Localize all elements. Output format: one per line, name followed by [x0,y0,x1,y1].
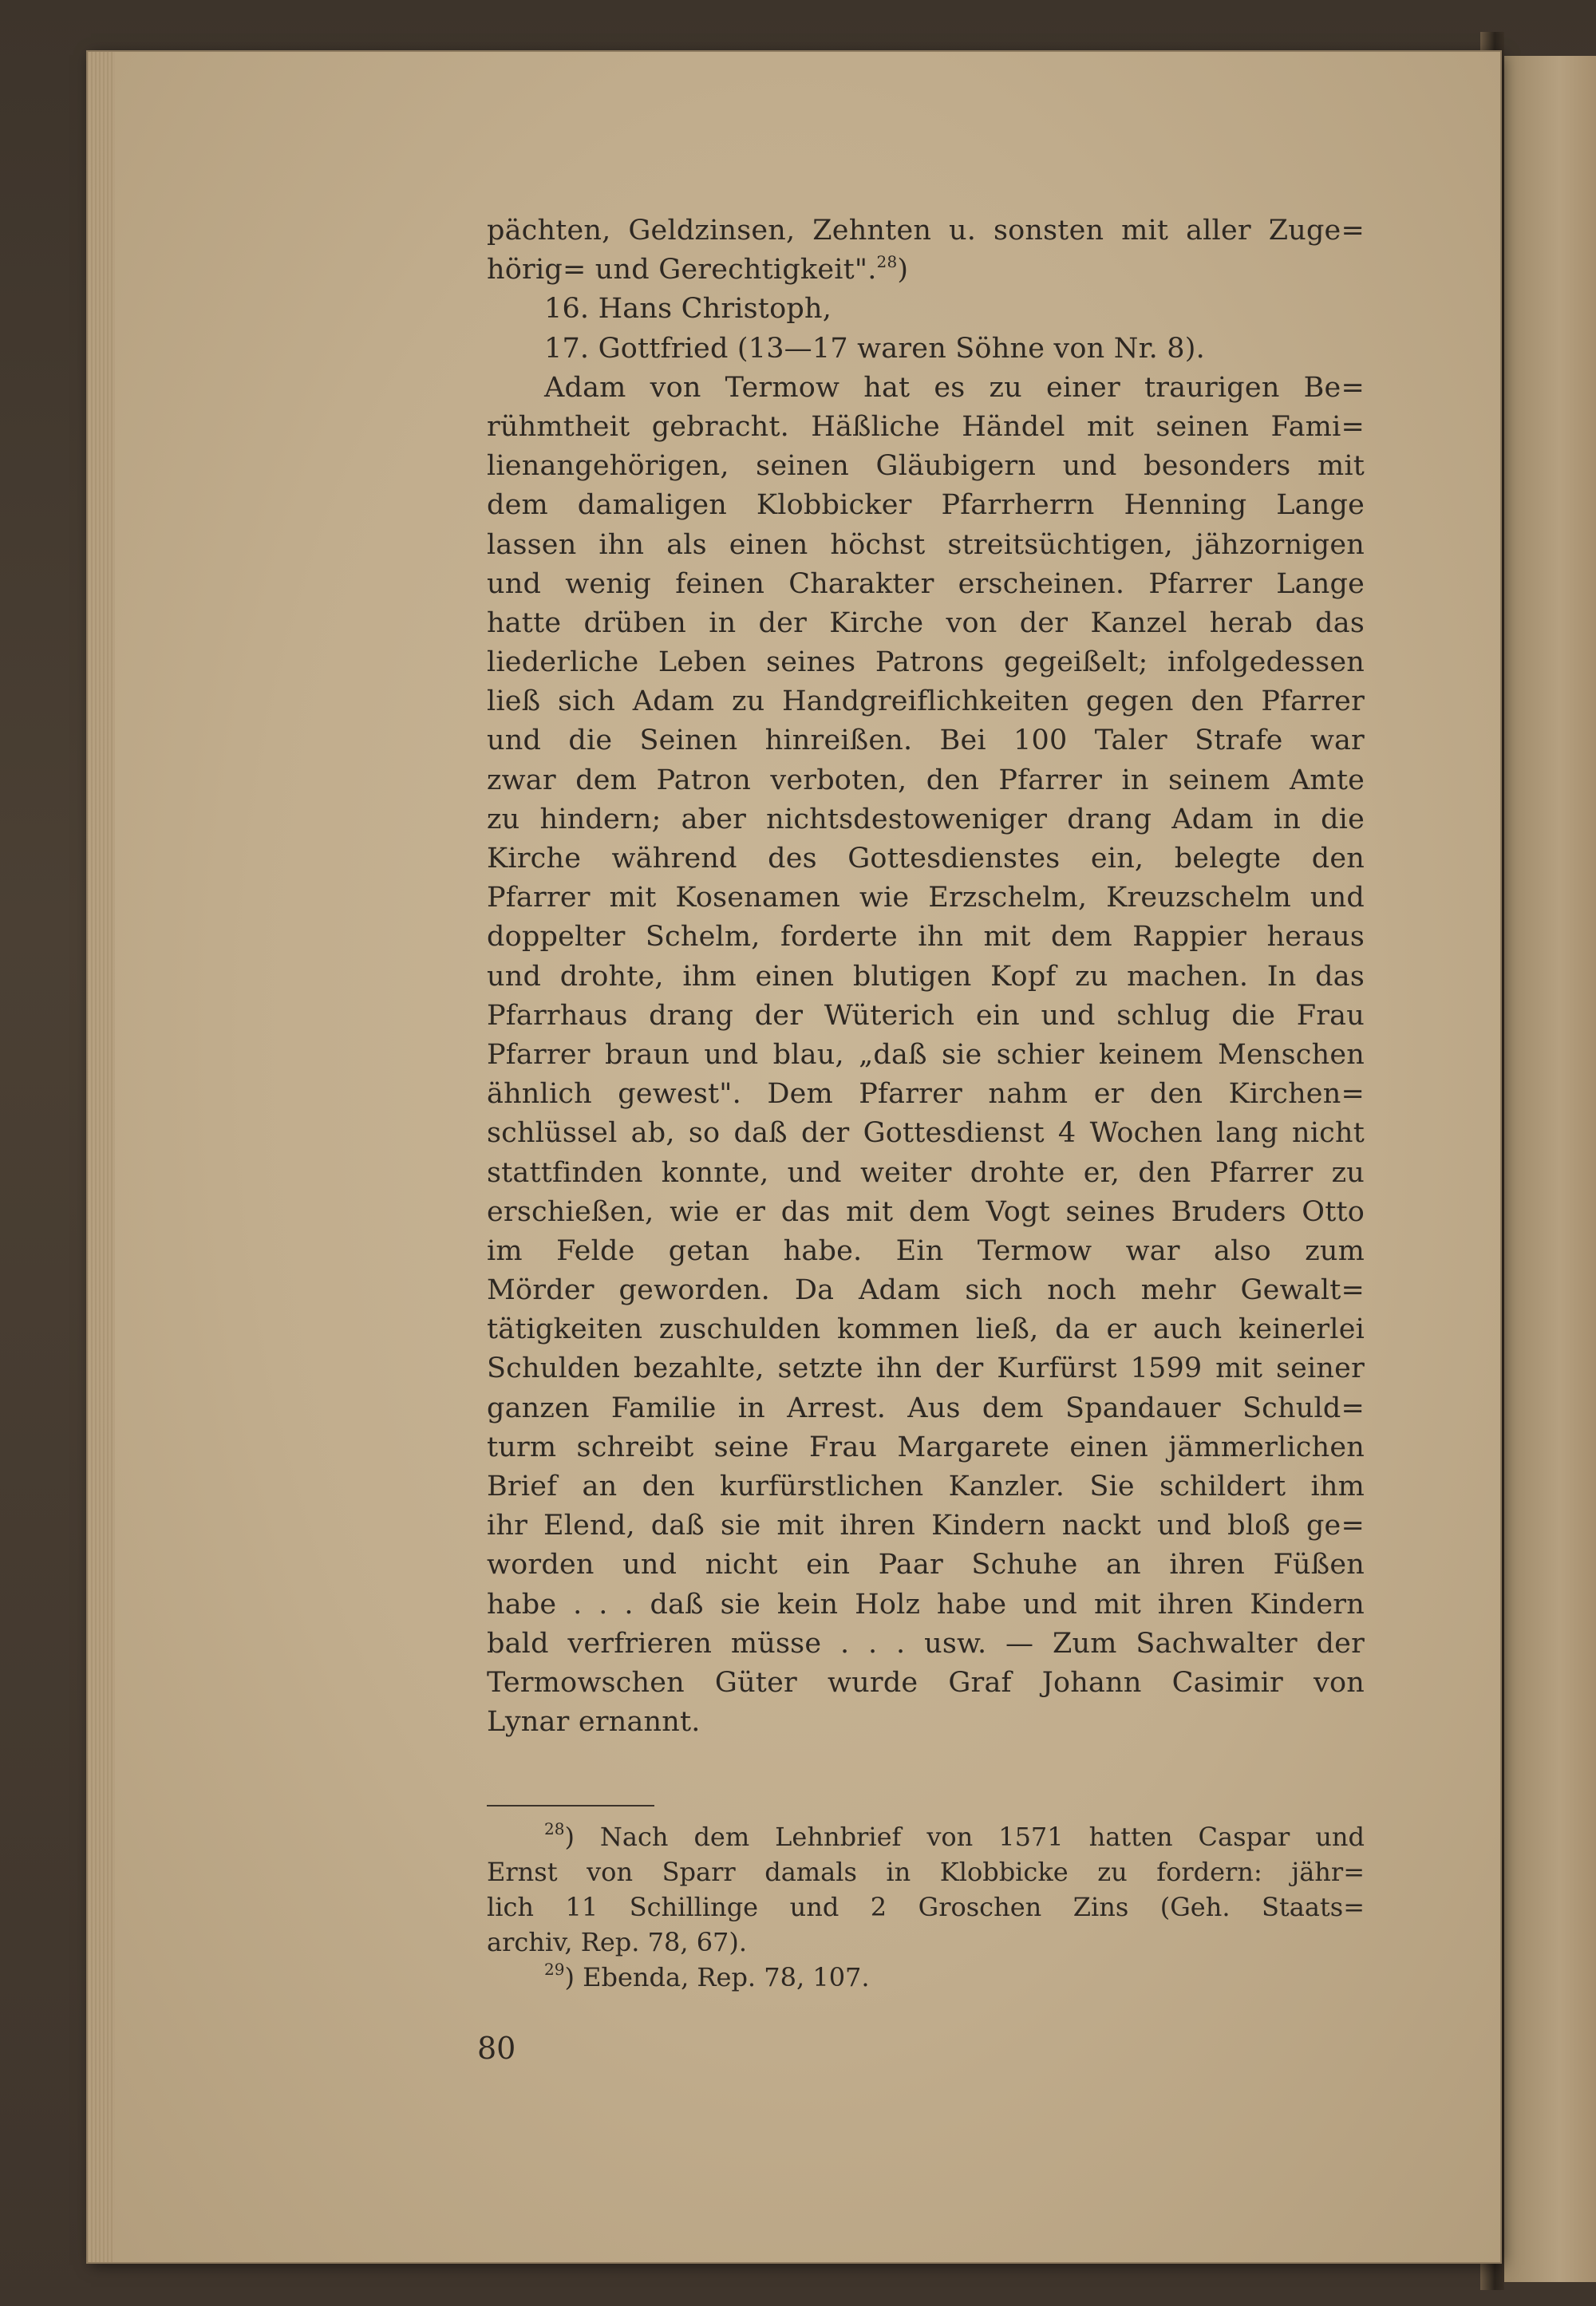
footnote-marker: 28 [544,1819,565,1838]
text-line: Mörder geworden. Da Adam sich noch mehr Gewalt= [487,1274,1365,1307]
text-line: turm schreibt seine Frau Margarete einen jämmerlichen [487,1431,1365,1463]
text-line: und drohte, ihm einen blutigen Kopf zu machen. In das [487,960,1365,993]
page-stack-edge [88,52,115,2262]
footnote-text: ) Nach dem Lehnbrief von 1571 hatten Caspar und [564,1822,1365,1852]
text-line: stattfinden konnte, und weiter drohte er, den Pfarrer zu [487,1156,1365,1189]
text-line: Lynar ernannt. [487,1706,701,1739]
text-line: doppelter Schelm, forderte ihn mit dem Rappier heraus [487,921,1365,954]
text-line: zwar dem Patron verboten, den Pfarrer in seinem Amte [487,764,1365,796]
text-line: bald verfrieren müsse . . . usw. — Zum Sachwalter der [487,1627,1365,1660]
text-line: Pfarrer mit Kosenamen wie Erzschelm, Kreuzschelm und [487,882,1365,914]
text-line: ihr Elend, daß sie mit ihren Kindern nackt und bloß ge= [487,1510,1365,1542]
paragraph-start-line: Adam von Termow hat es zu einer traurigen Be= [544,371,1365,404]
text-line: Kirche während des Gottesdienstes ein, belegte den [487,843,1365,875]
text-line-with-footnote: hörig= und Gerechtigkeit".$^{28}$) [487,252,909,286]
text-line: ließ sich Adam zu Handgreiflichkeiten gegen den Pfarrer [487,685,1365,718]
list-item: 16. Hans Christoph, [544,293,832,326]
footnote-divider [487,1805,654,1806]
text-line: zu hindern; aber nichtsdestoweniger drang Adam in die [487,803,1365,835]
text-line: dem damaligen Klobbicker Pfarrherrn Henning Lange [487,489,1365,522]
footnote-text: ) Ebenda, Rep. 78, 107. [564,1962,870,1992]
footnote-28-line: lich 11 Schillinge und 2 Groschen Zins (Geh. Staats= [487,1892,1365,1922]
page-number: 80 [477,2031,516,2066]
footnote-28-line: Ernst von Sparr damals in Klobbicke zu fordern: jähr= [487,1857,1365,1887]
footnote-marker: 29 [544,1960,565,1979]
text-line: Pfarrhaus drang der Wüterich ein und schlug die Frau [487,999,1365,1032]
text-line: schlüssel ab, so daß der Gottesdienst 4 Wochen lang nicht [487,1117,1365,1150]
text-line: und die Seinen hinreißen. Bei 100 Taler Strafe war [487,725,1365,757]
text-line: Pfarrer braun und blau, „daß sie schier keinem Menschen [487,1038,1365,1071]
text-line: erschießen, wie er das mit dem Vogt seines Bruders Otto [487,1195,1365,1228]
text-line: lienangehörigen, seinen Gläubigern und besonders mit [487,450,1365,483]
text-line: Schulden bezahlte, setzte ihn der Kurfürst 1599 mit seiner [487,1352,1365,1385]
footnote-marker: 28 [876,252,898,272]
footnote-28-line [487,1819,1365,1854]
text-line: habe . . . daß sie kein Holz habe und mit ihren Kindern [487,1588,1365,1621]
footnote-29-line [487,1960,1365,1995]
text-line: tätigkeiten zuschulden kommen ließ, da er auch keinerlei [487,1313,1365,1346]
text-line: im Felde getan habe. Ein Termow war also zum [487,1234,1365,1267]
text-line: hatte drüben in der Kirche von der Kanzel herab das [487,606,1365,639]
footnote-28-line: archiv, Rep. 78, 67). [487,1927,748,1957]
text-line: und wenig feinen Charakter erscheinen. Pfarrer Lange [487,567,1365,600]
text-line: liederliche Leben seines Patrons gegeißelt; infolgedessen [487,646,1365,679]
text-line-content: hörig= und Gerechtigkeit". [487,254,877,286]
text-line: Termowschen Güter wurde Graf Johann Casimir von [487,1666,1365,1699]
footnotes [487,1819,1365,1995]
text-line: ganzen Familie in Arrest. Aus dem Spandauer Schuld= [487,1392,1365,1424]
text-line: ähnlich gewest". Dem Pfarrer nahm er den Kirchen= [487,1078,1365,1111]
text-line: lassen ihn als einen höchst streitsüchtigen, jähzornigen [487,528,1365,561]
body-text [487,211,1365,1742]
adjacent-page-edge [1504,56,1596,2282]
text-line: rühmtheit gebracht. Häßliche Händel mit seinen Fami= [487,410,1365,443]
text-line: pächten, Geldzinsen, Zehnten u. sonsten mit aller Zuge= [487,215,1365,247]
list-item: 17. Gottfried (13—17 waren Söhne von Nr. 8). [544,332,1205,365]
text-line: Brief an den kurfürstlichen Kanzler. Sie schildert ihm [487,1471,1365,1502]
text-line: worden und nicht ein Paar Schuhe an ihren Füßen [487,1549,1365,1581]
